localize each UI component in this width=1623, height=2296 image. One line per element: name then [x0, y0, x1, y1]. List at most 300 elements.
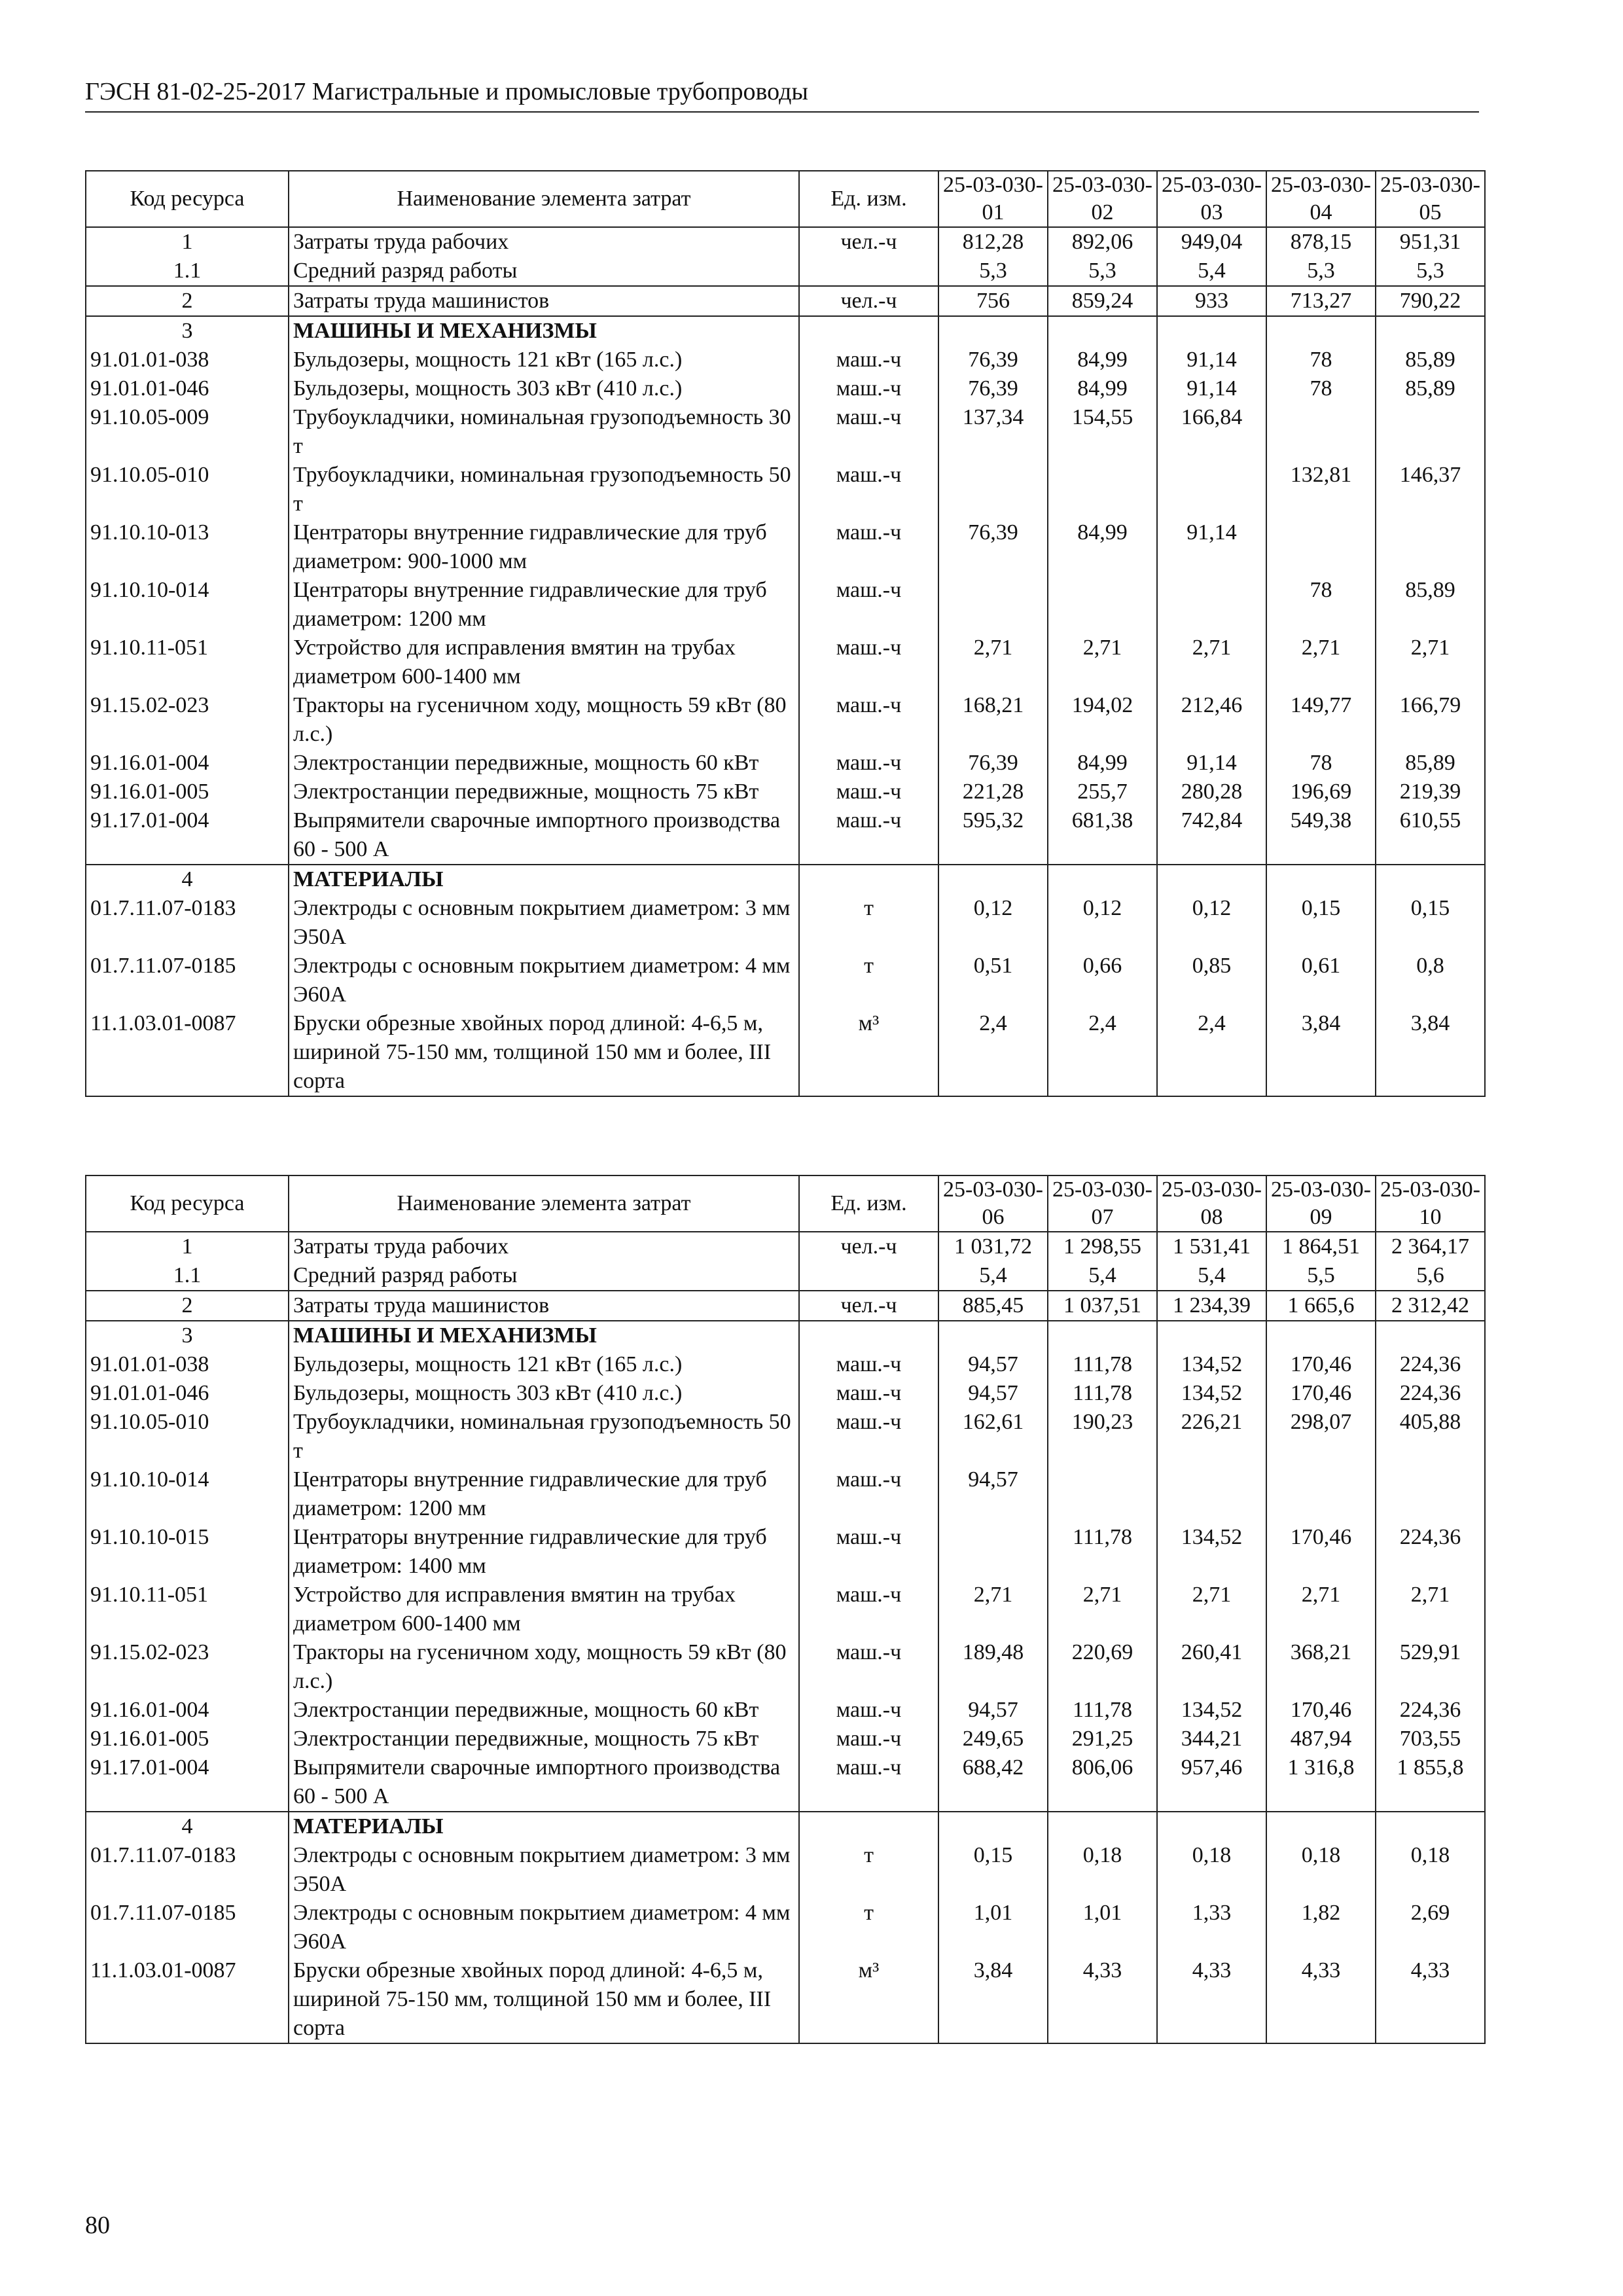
resource-code-cell: 91.16.01-004	[86, 749, 289, 778]
value-cell: 168,21	[938, 691, 1048, 749]
value-cell	[938, 576, 1048, 634]
resource-name-cell: Затраты труда машинистов	[289, 286, 799, 316]
unit-cell: чел.-ч	[799, 1291, 938, 1321]
unit-cell: маш.-ч	[799, 518, 938, 576]
value-cell: 224,36	[1376, 1523, 1485, 1581]
value-cell: 291,25	[1048, 1725, 1157, 1753]
value-cell: 933	[1157, 286, 1266, 316]
resource-code-cell: 3	[86, 316, 289, 346]
value-cell	[1376, 1465, 1485, 1523]
value-cell: 5,3	[1376, 257, 1485, 286]
unit-cell: т	[799, 1899, 938, 1956]
value-cell: 85,89	[1376, 374, 1485, 403]
resource-code-cell: 91.01.01-046	[86, 1379, 289, 1408]
unit-cell: маш.-ч	[799, 634, 938, 691]
value-cell: 0,12	[1048, 894, 1157, 952]
value-cell: 610,55	[1376, 806, 1485, 865]
resource-table-2	[85, 1175, 1486, 2044]
value-cell: 2,71	[1376, 1581, 1485, 1638]
resource-name-cell: Центраторы внутренние гидравлические для труб диаметром: 1200 мм	[289, 1465, 799, 1523]
value-cell: 0,61	[1266, 952, 1376, 1009]
column-header-unit: Ед. изм.	[799, 1175, 938, 1232]
resource-code-cell: 91.16.01-005	[86, 778, 289, 806]
value-cell: 0,15	[1266, 894, 1376, 952]
column-header-norm: 25-03-030-10	[1376, 1175, 1485, 1232]
table-row	[86, 1899, 1485, 1956]
value-cell: 405,88	[1376, 1408, 1485, 1465]
value-cell: 84,99	[1048, 374, 1157, 403]
value-cell	[1048, 461, 1157, 518]
unit-cell: маш.-ч	[799, 691, 938, 749]
value-cell: 78	[1266, 374, 1376, 403]
table-row	[86, 1956, 1485, 2043]
unit-cell	[799, 1321, 938, 1350]
resource-name-cell: Бульдозеры, мощность 121 кВт (165 л.с.)	[289, 1350, 799, 1379]
value-cell: 2,4	[938, 1009, 1048, 1096]
resource-name-cell: Трубоукладчики, номинальная грузоподъемность 50 т	[289, 1408, 799, 1465]
table-row	[86, 778, 1485, 806]
value-cell: 91,14	[1157, 346, 1266, 374]
unit-cell: маш.-ч	[799, 576, 938, 634]
unit-cell: маш.-ч	[799, 778, 938, 806]
value-cell: 5,3	[938, 257, 1048, 286]
resource-code-cell: 01.7.11.07-0183	[86, 894, 289, 952]
unit-cell: маш.-ч	[799, 461, 938, 518]
column-header-norm: 25-03-030-02	[1048, 171, 1157, 227]
value-cell: 4,33	[1376, 1956, 1485, 2043]
value-cell: 3,84	[1376, 1009, 1485, 1096]
resource-name-cell: Затраты труда машинистов	[289, 1291, 799, 1321]
resource-name-cell: Средний разряд работы	[289, 1261, 799, 1291]
unit-cell	[799, 257, 938, 286]
value-cell: 0,12	[938, 894, 1048, 952]
resource-code-cell: 91.10.10-013	[86, 518, 289, 576]
value-cell: 2,71	[1048, 634, 1157, 691]
value-cell	[1266, 1321, 1376, 1350]
resource-code-cell: 11.1.03.01-0087	[86, 1956, 289, 2043]
value-cell: 280,28	[1157, 778, 1266, 806]
resource-name-cell: Электростанции передвижные, мощность 60 кВт	[289, 749, 799, 778]
value-cell: 260,41	[1157, 1638, 1266, 1696]
value-cell: 806,06	[1048, 1753, 1157, 1812]
unit-cell	[799, 865, 938, 894]
table-row	[86, 634, 1485, 691]
table-row	[86, 403, 1485, 461]
document-header: ГЭСН 81-02-25-2017 Магистральные и промысловые трубопроводы	[85, 77, 1479, 113]
resource-name-cell: Устройство для исправления вмятин на трубах диаметром 600-1400 мм	[289, 634, 799, 691]
resource-code-cell: 2	[86, 1291, 289, 1321]
resource-table-1	[85, 170, 1486, 1097]
column-header-name: Наименование элемента затрат	[289, 1175, 799, 1232]
resource-name-cell: МАТЕРИАЛЫ	[289, 865, 799, 894]
value-cell	[1266, 316, 1376, 346]
value-cell: 154,55	[1048, 403, 1157, 461]
value-cell: 132,81	[1266, 461, 1376, 518]
table-row	[86, 286, 1485, 316]
column-header-norm: 25-03-030-05	[1376, 171, 1485, 227]
table-row	[86, 461, 1485, 518]
resource-code-cell: 91.10.10-014	[86, 576, 289, 634]
resource-name-cell: Электроды с основным покрытием диаметром: 3 мм Э50А	[289, 1841, 799, 1899]
value-cell: 91,14	[1157, 374, 1266, 403]
value-cell: 681,38	[1048, 806, 1157, 865]
value-cell: 892,06	[1048, 227, 1157, 257]
value-cell	[1376, 518, 1485, 576]
table-header-row	[86, 171, 1485, 227]
table-header-row	[86, 1175, 1485, 1232]
unit-cell	[799, 1812, 938, 1841]
value-cell: 85,89	[1376, 749, 1485, 778]
value-cell: 84,99	[1048, 518, 1157, 576]
value-cell	[1266, 865, 1376, 894]
column-header-code: Код ресурса	[86, 171, 289, 227]
table-row	[86, 1232, 1485, 1261]
value-cell: 1,01	[1048, 1899, 1157, 1956]
value-cell: 949,04	[1157, 227, 1266, 257]
value-cell: 134,52	[1157, 1379, 1266, 1408]
value-cell: 1 031,72	[938, 1232, 1048, 1261]
resource-name-cell: Затраты труда рабочих	[289, 1232, 799, 1261]
value-cell: 219,39	[1376, 778, 1485, 806]
value-cell: 2,71	[1376, 634, 1485, 691]
value-cell: 298,07	[1266, 1408, 1376, 1465]
value-cell: 196,69	[1266, 778, 1376, 806]
table-row	[86, 576, 1485, 634]
value-cell	[938, 1523, 1048, 1581]
table-row	[86, 346, 1485, 374]
value-cell: 5,4	[938, 1261, 1048, 1291]
value-cell: 1 316,8	[1266, 1753, 1376, 1812]
table-row	[86, 1009, 1485, 1096]
value-cell: 5,5	[1266, 1261, 1376, 1291]
resource-code-cell: 91.01.01-038	[86, 346, 289, 374]
resource-code-cell: 91.01.01-038	[86, 1350, 289, 1379]
column-header-norm: 25-03-030-01	[938, 171, 1048, 227]
unit-cell: маш.-ч	[799, 1753, 938, 1812]
resource-code-cell: 91.16.01-005	[86, 1725, 289, 1753]
resource-code-cell: 01.7.11.07-0185	[86, 1899, 289, 1956]
value-cell: 170,46	[1266, 1696, 1376, 1725]
value-cell: 0,18	[1048, 1841, 1157, 1899]
value-cell: 703,55	[1376, 1725, 1485, 1753]
resource-name-cell: Центраторы внутренние гидравлические для труб диаметром: 1200 мм	[289, 576, 799, 634]
value-cell: 134,52	[1157, 1696, 1266, 1725]
value-cell: 549,38	[1266, 806, 1376, 865]
value-cell	[1157, 1321, 1266, 1350]
resource-code-cell: 1	[86, 227, 289, 257]
value-cell: 162,61	[938, 1408, 1048, 1465]
value-cell: 5,6	[1376, 1261, 1485, 1291]
unit-cell: т	[799, 952, 938, 1009]
resource-name-cell: МАШИНЫ И МЕХАНИЗМЫ	[289, 316, 799, 346]
unit-cell: чел.-ч	[799, 1232, 938, 1261]
value-cell: 111,78	[1048, 1696, 1157, 1725]
value-cell: 137,34	[938, 403, 1048, 461]
value-cell	[938, 316, 1048, 346]
unit-cell: маш.-ч	[799, 1638, 938, 1696]
column-header-norm: 25-03-030-04	[1266, 171, 1376, 227]
unit-cell: чел.-ч	[799, 227, 938, 257]
resource-code-cell: 91.10.11-051	[86, 634, 289, 691]
table-row	[86, 1812, 1485, 1841]
value-cell: 595,32	[938, 806, 1048, 865]
table-row	[86, 227, 1485, 257]
resource-name-cell: Бульдозеры, мощность 303 кВт (410 л.с.)	[289, 374, 799, 403]
resource-name-cell: Электроды с основным покрытием диаметром: 4 мм Э60А	[289, 1899, 799, 1956]
value-cell	[1376, 316, 1485, 346]
value-cell: 111,78	[1048, 1350, 1157, 1379]
unit-cell: чел.-ч	[799, 286, 938, 316]
unit-cell: маш.-ч	[799, 346, 938, 374]
unit-cell	[799, 1261, 938, 1291]
value-cell: 134,52	[1157, 1523, 1266, 1581]
table-row	[86, 806, 1485, 865]
value-cell: 2,4	[1157, 1009, 1266, 1096]
column-header-norm: 25-03-030-06	[938, 1175, 1048, 1232]
value-cell: 368,21	[1266, 1638, 1376, 1696]
table-row	[86, 1638, 1485, 1696]
unit-cell: маш.-ч	[799, 1725, 938, 1753]
unit-cell: т	[799, 1841, 938, 1899]
value-cell: 957,46	[1157, 1753, 1266, 1812]
resource-name-cell: Трубоукладчики, номинальная грузоподъемность 30 т	[289, 403, 799, 461]
resource-code-cell: 11.1.03.01-0087	[86, 1009, 289, 1096]
resource-code-cell: 91.10.05-010	[86, 461, 289, 518]
value-cell: 94,57	[938, 1465, 1048, 1523]
table-row	[86, 1350, 1485, 1379]
resource-name-cell: Электроды с основным покрытием диаметром: 4 мм Э60А	[289, 952, 799, 1009]
unit-cell: маш.-ч	[799, 1696, 938, 1725]
resource-name-cell: Выпрямители сварочные импортного производства 60 - 500 А	[289, 1753, 799, 1812]
value-cell: 5,4	[1048, 1261, 1157, 1291]
table-row	[86, 1379, 1485, 1408]
resource-name-cell: Устройство для исправления вмятин на трубах диаметром 600-1400 мм	[289, 1581, 799, 1638]
value-cell: 742,84	[1157, 806, 1266, 865]
table-row	[86, 1696, 1485, 1725]
column-header-name: Наименование элемента затрат	[289, 171, 799, 227]
value-cell: 2,71	[1266, 634, 1376, 691]
value-cell: 78	[1266, 749, 1376, 778]
resource-code-cell: 4	[86, 1812, 289, 1841]
value-cell: 4,33	[1266, 1956, 1376, 2043]
value-cell: 224,36	[1376, 1379, 1485, 1408]
resource-name-cell: Средний разряд работы	[289, 257, 799, 286]
value-cell: 212,46	[1157, 691, 1266, 749]
table-row	[86, 1291, 1485, 1321]
resource-name-cell: Электростанции передвижные, мощность 75 кВт	[289, 1725, 799, 1753]
value-cell: 487,94	[1266, 1725, 1376, 1753]
value-cell	[1048, 1465, 1157, 1523]
value-cell	[1266, 1465, 1376, 1523]
value-cell: 1 665,6	[1266, 1291, 1376, 1321]
unit-cell: маш.-ч	[799, 1379, 938, 1408]
resource-name-cell: Бруски обрезные хвойных пород длиной: 4-6,5 м, шириной 75-150 мм, толщиной 150 мм и более, III сорта	[289, 1009, 799, 1096]
value-cell: 0,15	[938, 1841, 1048, 1899]
value-cell: 149,77	[1266, 691, 1376, 749]
value-cell: 94,57	[938, 1696, 1048, 1725]
unit-cell: маш.-ч	[799, 374, 938, 403]
value-cell: 859,24	[1048, 286, 1157, 316]
resource-code-cell: 1.1	[86, 257, 289, 286]
value-cell: 5,3	[1048, 257, 1157, 286]
unit-cell: маш.-ч	[799, 1465, 938, 1523]
value-cell: 85,89	[1376, 576, 1485, 634]
value-cell: 812,28	[938, 227, 1048, 257]
value-cell: 134,52	[1157, 1350, 1266, 1379]
resource-name-cell: Бульдозеры, мощность 303 кВт (410 л.с.)	[289, 1379, 799, 1408]
value-cell: 4,33	[1157, 1956, 1266, 2043]
unit-cell: маш.-ч	[799, 1523, 938, 1581]
resource-name-cell: Электроды с основным покрытием диаметром: 3 мм Э50А	[289, 894, 799, 952]
value-cell: 189,48	[938, 1638, 1048, 1696]
value-cell: 0,15	[1376, 894, 1485, 952]
value-cell: 78	[1266, 576, 1376, 634]
resource-code-cell: 4	[86, 865, 289, 894]
value-cell: 2,71	[1048, 1581, 1157, 1638]
value-cell: 170,46	[1266, 1523, 1376, 1581]
resource-name-cell: Трубоукладчики, номинальная грузоподъемность 50 т	[289, 461, 799, 518]
value-cell: 170,46	[1266, 1350, 1376, 1379]
value-cell: 0,18	[1266, 1841, 1376, 1899]
value-cell: 0,85	[1157, 952, 1266, 1009]
value-cell: 226,21	[1157, 1408, 1266, 1465]
value-cell	[1157, 576, 1266, 634]
resource-code-cell: 91.17.01-004	[86, 806, 289, 865]
table-row	[86, 257, 1485, 286]
value-cell: 3,84	[1266, 1009, 1376, 1096]
resource-name-cell: Затраты труда рабочих	[289, 227, 799, 257]
table-row	[86, 1725, 1485, 1753]
value-cell: 91,14	[1157, 518, 1266, 576]
value-cell: 0,51	[938, 952, 1048, 1009]
column-header-norm: 25-03-030-03	[1157, 171, 1266, 227]
value-cell: 170,46	[1266, 1379, 1376, 1408]
value-cell: 1 531,41	[1157, 1232, 1266, 1261]
table-row	[86, 374, 1485, 403]
resource-code-cell: 91.15.02-023	[86, 1638, 289, 1696]
resource-name-cell: Бруски обрезные хвойных пород длиной: 4-6,5 м, шириной 75-150 мм, толщиной 150 мм и более, III сорта	[289, 1956, 799, 2043]
table-row	[86, 1465, 1485, 1523]
value-cell: 3,84	[938, 1956, 1048, 2043]
unit-cell: маш.-ч	[799, 749, 938, 778]
value-cell: 756	[938, 286, 1048, 316]
value-cell: 1,01	[938, 1899, 1048, 1956]
value-cell: 85,89	[1376, 346, 1485, 374]
unit-cell: маш.-ч	[799, 1408, 938, 1465]
resource-name-cell: Выпрямители сварочные импортного производства 60 - 500 А	[289, 806, 799, 865]
value-cell: 78	[1266, 346, 1376, 374]
table-row	[86, 894, 1485, 952]
value-cell: 76,39	[938, 346, 1048, 374]
value-cell	[1266, 1812, 1376, 1841]
resource-code-cell: 91.10.10-014	[86, 1465, 289, 1523]
column-header-norm: 25-03-030-09	[1266, 1175, 1376, 1232]
resource-name-cell: Тракторы на гусеничном ходу, мощность 59 кВт (80 л.с.)	[289, 691, 799, 749]
unit-cell: маш.-ч	[799, 403, 938, 461]
value-cell	[938, 865, 1048, 894]
value-cell: 1 864,51	[1266, 1232, 1376, 1261]
value-cell: 194,02	[1048, 691, 1157, 749]
resource-code-cell: 91.01.01-046	[86, 374, 289, 403]
value-cell: 76,39	[938, 749, 1048, 778]
resource-code-cell: 91.16.01-004	[86, 1696, 289, 1725]
value-cell: 94,57	[938, 1379, 1048, 1408]
value-cell: 885,45	[938, 1291, 1048, 1321]
value-cell	[1157, 865, 1266, 894]
resource-name-cell: Центраторы внутренние гидравлические для труб диаметром: 900-1000 мм	[289, 518, 799, 576]
value-cell: 111,78	[1048, 1379, 1157, 1408]
unit-cell: маш.-ч	[799, 1350, 938, 1379]
unit-cell: маш.-ч	[799, 1581, 938, 1638]
value-cell: 4,33	[1048, 1956, 1157, 2043]
value-cell: 529,91	[1376, 1638, 1485, 1696]
value-cell	[1376, 1812, 1485, 1841]
resource-code-cell: 1.1	[86, 1261, 289, 1291]
value-cell	[1266, 518, 1376, 576]
value-cell: 5,3	[1266, 257, 1376, 286]
value-cell: 2,69	[1376, 1899, 1485, 1956]
value-cell	[1048, 865, 1157, 894]
table-row	[86, 691, 1485, 749]
unit-cell: м³	[799, 1956, 938, 2043]
table-row	[86, 952, 1485, 1009]
resource-code-cell: 2	[86, 286, 289, 316]
value-cell: 1,33	[1157, 1899, 1266, 1956]
value-cell	[1157, 1812, 1266, 1841]
unit-cell: т	[799, 894, 938, 952]
value-cell	[1157, 1465, 1266, 1523]
resource-code-cell: 1	[86, 1232, 289, 1261]
resource-name-cell: Электростанции передвижные, мощность 60 кВт	[289, 1696, 799, 1725]
value-cell	[1376, 403, 1485, 461]
value-cell: 2,71	[938, 634, 1048, 691]
value-cell: 2,71	[1157, 634, 1266, 691]
unit-cell: м³	[799, 1009, 938, 1096]
value-cell: 790,22	[1376, 286, 1485, 316]
value-cell: 1,82	[1266, 1899, 1376, 1956]
value-cell: 224,36	[1376, 1696, 1485, 1725]
value-cell: 2 364,17	[1376, 1232, 1485, 1261]
resource-code-cell: 91.10.05-010	[86, 1408, 289, 1465]
column-header-unit: Ед. изм.	[799, 171, 938, 227]
value-cell: 344,21	[1157, 1725, 1266, 1753]
value-cell: 1 855,8	[1376, 1753, 1485, 1812]
resource-code-cell: 91.10.05-009	[86, 403, 289, 461]
value-cell	[1266, 403, 1376, 461]
value-cell	[1048, 316, 1157, 346]
value-cell: 76,39	[938, 374, 1048, 403]
value-cell: 0,18	[1157, 1841, 1266, 1899]
resource-name-cell: Центраторы внутренние гидравлические для труб диаметром: 1400 мм	[289, 1523, 799, 1581]
column-header-code: Код ресурса	[86, 1175, 289, 1232]
value-cell	[1376, 1321, 1485, 1350]
value-cell: 688,42	[938, 1753, 1048, 1812]
resource-name-cell: Тракторы на гусеничном ходу, мощность 59 кВт (80 л.с.)	[289, 1638, 799, 1696]
value-cell: 0,12	[1157, 894, 1266, 952]
value-cell: 2,71	[938, 1581, 1048, 1638]
unit-cell: маш.-ч	[799, 806, 938, 865]
value-cell: 0,8	[1376, 952, 1485, 1009]
value-cell: 2,71	[1157, 1581, 1266, 1638]
resource-code-cell: 91.10.11-051	[86, 1581, 289, 1638]
table-row	[86, 1408, 1485, 1465]
value-cell: 94,57	[938, 1350, 1048, 1379]
table-row	[86, 518, 1485, 576]
value-cell: 76,39	[938, 518, 1048, 576]
value-cell: 249,65	[938, 1725, 1048, 1753]
resource-code-cell: 91.10.10-015	[86, 1523, 289, 1581]
value-cell	[1376, 865, 1485, 894]
